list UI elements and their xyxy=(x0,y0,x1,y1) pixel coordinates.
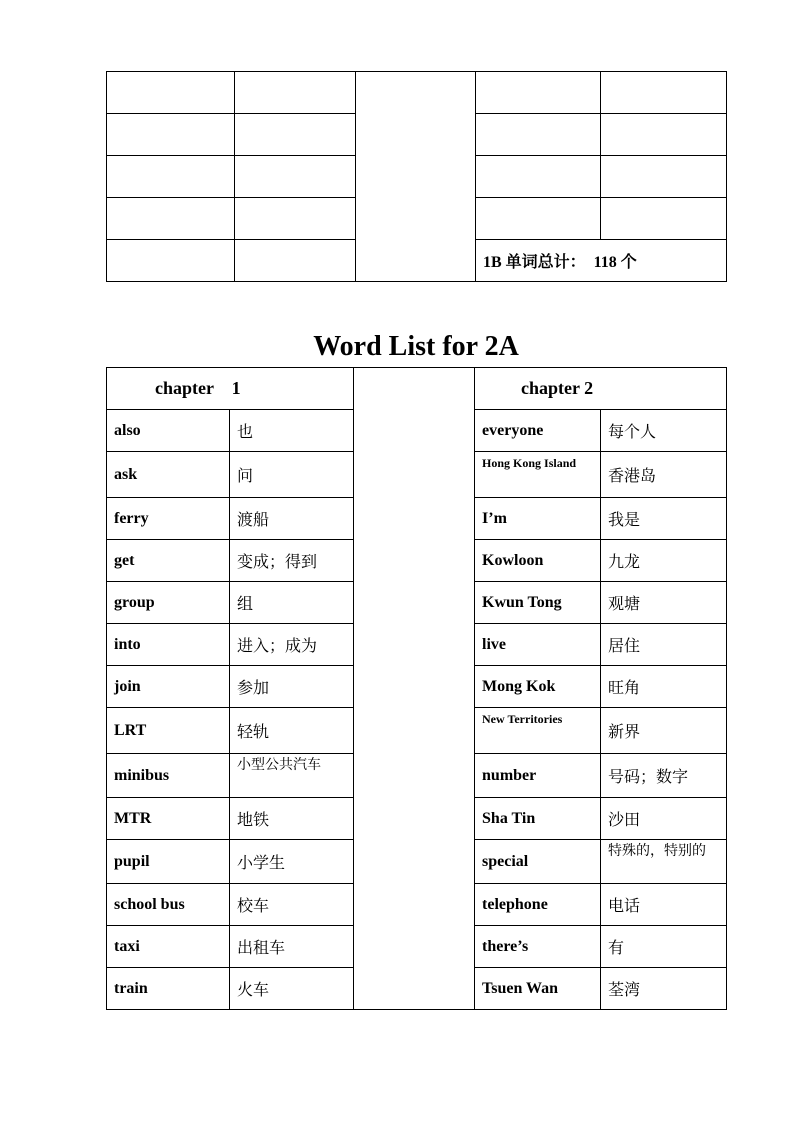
chinese-meaning: 参加 xyxy=(230,666,354,708)
english-word: everyone xyxy=(475,410,601,452)
english-word: into xyxy=(107,624,230,666)
chinese-meaning: 特殊的，特别的 xyxy=(601,840,727,884)
chinese-meaning: 每个人 xyxy=(601,410,727,452)
chinese-meaning: 荃湾 xyxy=(601,968,727,1010)
chapter-header-row xyxy=(107,368,727,410)
english-word: ferry xyxy=(107,498,230,540)
english-word: number xyxy=(475,754,601,798)
table-cell xyxy=(235,156,356,198)
chinese-meaning: 居住 xyxy=(601,624,727,666)
chinese-meaning: 轻轨 xyxy=(230,708,354,754)
chinese-meaning: 我是 xyxy=(601,498,727,540)
chinese-meaning: 火车 xyxy=(230,968,354,1010)
english-word: I’m xyxy=(475,498,601,540)
previous-word-table xyxy=(106,71,727,282)
table-cell xyxy=(601,198,727,240)
chinese-meaning: 地铁 xyxy=(230,798,354,840)
chinese-meaning: 九龙 xyxy=(601,540,727,582)
english-word: Mong Kok xyxy=(475,666,601,708)
english-word: New Territories xyxy=(475,708,601,754)
chinese-meaning: 变成；得到 xyxy=(230,540,354,582)
spacer-cell xyxy=(354,368,475,1010)
table-cell xyxy=(476,72,601,114)
english-word: Hong Kong Island xyxy=(475,452,601,498)
table-cell xyxy=(601,72,727,114)
english-word: train xyxy=(107,968,230,1010)
word-list-table xyxy=(106,367,727,1010)
english-word: LRT xyxy=(107,708,230,754)
english-word: minibus xyxy=(107,754,230,798)
table-cell xyxy=(601,156,727,198)
table-cell xyxy=(107,156,235,198)
chinese-meaning: 小型公共汽车 xyxy=(230,754,354,798)
chinese-meaning: 组 xyxy=(230,582,354,624)
english-word: also xyxy=(107,410,230,452)
table-row xyxy=(107,72,727,114)
table-cell xyxy=(235,198,356,240)
chinese-meaning: 观塘 xyxy=(601,582,727,624)
english-word: Sha Tin xyxy=(475,798,601,840)
chapter-1-heading: chapter 1 xyxy=(107,368,354,410)
word-total-label: 1B 单词总计： 118 个 xyxy=(476,240,727,282)
english-word: special xyxy=(475,840,601,884)
table-cell xyxy=(601,114,727,156)
table-cell xyxy=(235,240,356,282)
english-word: join xyxy=(107,666,230,708)
english-word: live xyxy=(475,624,601,666)
chinese-meaning: 渡船 xyxy=(230,498,354,540)
english-word: group xyxy=(107,582,230,624)
page-title: Word List for 2A xyxy=(313,331,519,362)
chinese-meaning: 进入；成为 xyxy=(230,624,354,666)
chinese-meaning: 出租车 xyxy=(230,926,354,968)
chinese-meaning: 校车 xyxy=(230,884,354,926)
table-cell xyxy=(476,156,601,198)
english-word: Kwun Tong xyxy=(475,582,601,624)
english-word: telephone xyxy=(475,884,601,926)
chinese-meaning: 号码；数字 xyxy=(601,754,727,798)
chinese-meaning: 沙田 xyxy=(601,798,727,840)
table-cell xyxy=(476,114,601,156)
table-cell xyxy=(107,114,235,156)
table-cell xyxy=(107,198,235,240)
chinese-meaning: 有 xyxy=(601,926,727,968)
english-word: get xyxy=(107,540,230,582)
english-word: Tsuen Wan xyxy=(475,968,601,1010)
chinese-meaning: 香港岛 xyxy=(601,452,727,498)
english-word: taxi xyxy=(107,926,230,968)
english-word: there’s xyxy=(475,926,601,968)
table-cell xyxy=(107,240,235,282)
chinese-meaning: 小学生 xyxy=(230,840,354,884)
english-word: pupil xyxy=(107,840,230,884)
spacer-cell xyxy=(356,72,476,282)
table-cell xyxy=(235,114,356,156)
chinese-meaning: 电话 xyxy=(601,884,727,926)
english-word: MTR xyxy=(107,798,230,840)
chinese-meaning: 也 xyxy=(230,410,354,452)
table-cell xyxy=(107,72,235,114)
english-word: Kowloon xyxy=(475,540,601,582)
chapter-2-heading: chapter 2 xyxy=(475,368,727,410)
english-word: ask xyxy=(107,452,230,498)
table-cell xyxy=(235,72,356,114)
chinese-meaning: 旺角 xyxy=(601,666,727,708)
chinese-meaning: 新界 xyxy=(601,708,727,754)
chinese-meaning: 问 xyxy=(230,452,354,498)
english-word: school bus xyxy=(107,884,230,926)
table-cell xyxy=(476,198,601,240)
